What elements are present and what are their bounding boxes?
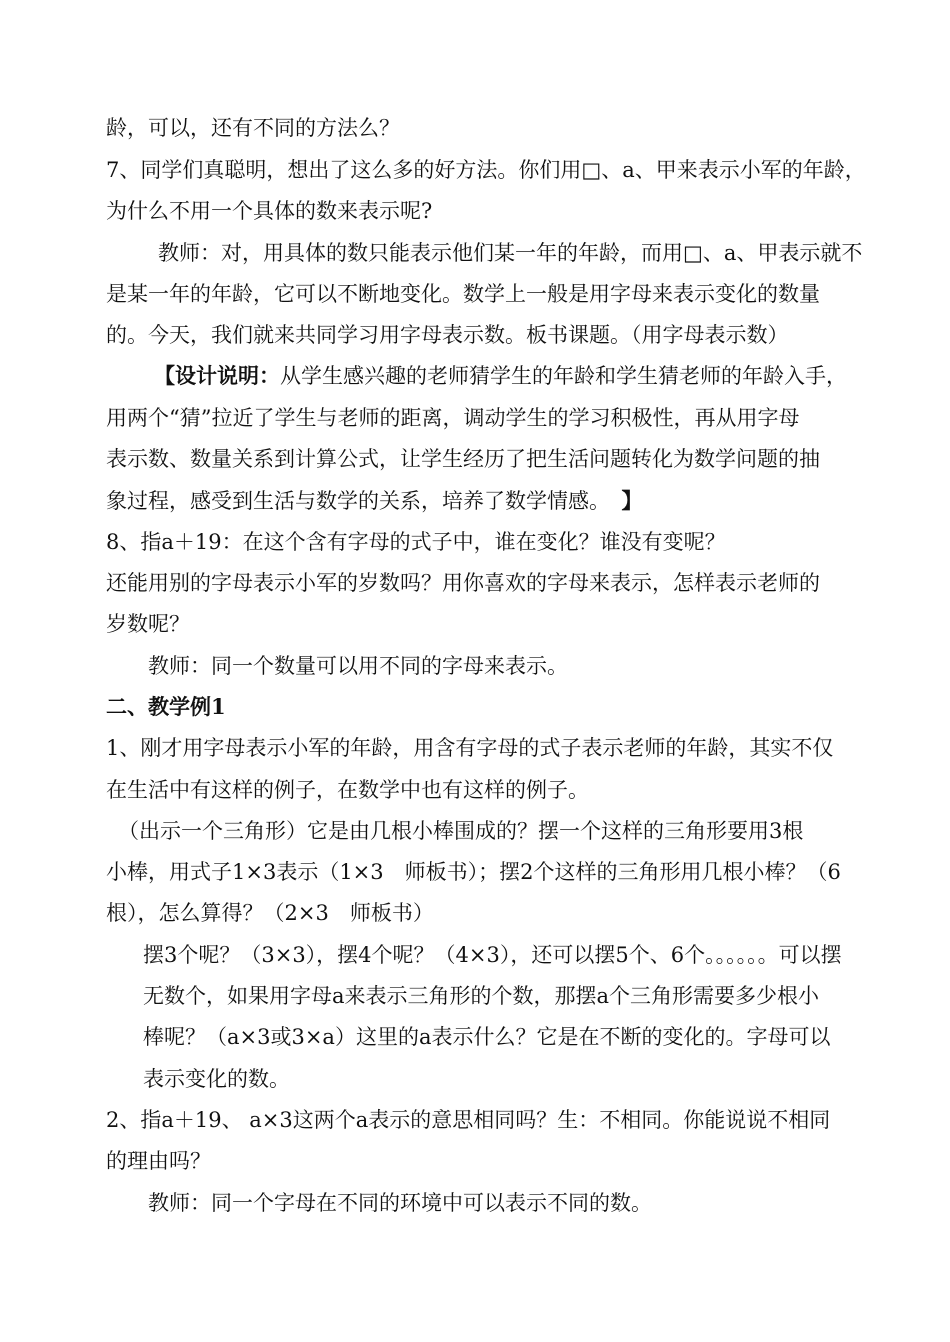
text-line: 表示变化的数。 <box>143 1067 290 1091</box>
text-line: 教师：对，用具体的数只能表示他们某一年的年龄，而用□、a、甲表示就不 <box>158 241 863 265</box>
text-line: 还能用别的字母表示小军的岁数吗？用你喜欢的字母来表示，怎样表示老师的 <box>106 571 820 595</box>
text-line: 为什么不用一个具体的数来表示呢? <box>106 199 433 223</box>
design-note-line <box>154 361 847 391</box>
text-line: 棒呢？（a×3或3×a）这里的a表示什么？它是在不断的变化的。字母可以 <box>143 1025 831 1049</box>
text-line <box>106 486 643 516</box>
text-line: 1、刚才用字母表示小军的年龄，用含有字母的式子表示老师的年龄，其实不仅 <box>106 736 834 760</box>
text-line: 表示数、数量关系到计算公式，让学生经历了把生活问题转化为数学问题的抽 <box>106 447 820 471</box>
text-line: 无数个，如果用字母a来表示三角形的个数，那摆a个三角形需要多少根小 <box>143 984 820 1008</box>
text-line: 在生活中有这样的例子，在数学中也有这样的例子。 <box>106 778 589 802</box>
text-line: 8、指a＋19：在这个含有字母的式子中，谁在变化？谁没有变呢？ <box>106 530 726 554</box>
text-line: 龄，可以，还有不同的方法么？ <box>106 116 400 140</box>
text-line: 小棒，用式子1×3表示（1×3 师板书）；摆2个这样的三角形用几根小棒？（6 <box>106 860 841 884</box>
text-line: 是某一年的年龄，它可以不断地变化。数学上一般是用字母来表示变化的数量 <box>106 282 820 306</box>
text-line: 教师：同一个数量可以用不同的字母来表示。 <box>148 654 568 678</box>
design-note-label: 【设计说明： <box>154 363 280 388</box>
text-line: 教师：同一个字母在不同的环境中可以表示不同的数。 <box>148 1191 652 1215</box>
text-line: 的。今天，我们就来共同学习用字母表示数。板书课题。（用字母表示数） <box>106 323 789 347</box>
text-line: 根），怎么算得？（2×3 师板书） <box>106 901 434 925</box>
text-line: 摆3个呢？（3×3），摆4个呢？（4×3），还可以摆5个、6个。。。。。。可以摆 <box>143 943 842 967</box>
design-note-end-text: 象过程，感受到生活与数学的关系，培养了数学情感。 <box>106 489 600 513</box>
text-line: 2、指a＋19、 a×3这两个a表示的意思相同吗？生：不相同。你能说说不相同 <box>106 1108 831 1132</box>
text-line: （出示一个三角形）它是由几根小棒围成的？摆一个这样的三角形要用3根 <box>118 819 804 843</box>
section-heading: 二、教学例1 <box>106 694 226 719</box>
text-line: 7、同学们真聪明，想出了这么多的好方法。你们用□、a、甲来表示小军的年龄， <box>106 158 866 182</box>
text-line: 岁数呢？ <box>106 612 190 636</box>
text-line: 用两个“猜”拉近了学生与老师的距离，调动学生的学习积极性，再从用字母 <box>106 406 800 430</box>
design-note-close-bracket: 】 <box>621 488 643 513</box>
design-note-text: 从学生感兴趣的老师猜学生的年龄和学生猜老师的年龄入手， <box>280 364 847 388</box>
text-line: 的理由吗？ <box>106 1149 211 1173</box>
